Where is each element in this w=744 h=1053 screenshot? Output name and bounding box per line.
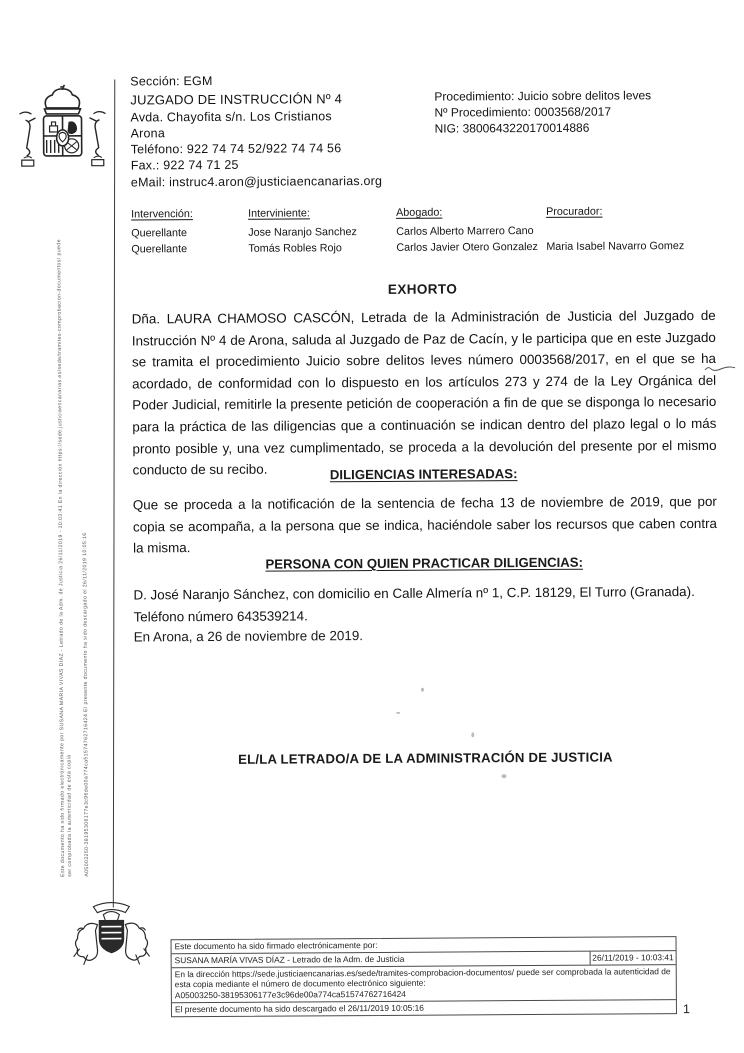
page-number: 1 [682, 1002, 690, 1017]
column-header-abogado: Abogado: [396, 206, 443, 219]
table-cell: Carlos Javier Otero Gonzalez [396, 240, 538, 254]
signer-name: SUSANA MARÍA VIVAS DÍAZ - Letrado de la Adm. de Justicia [174, 953, 405, 966]
table-cell: Tomás Robles Rojo [248, 242, 342, 255]
margin-text-strip: A05003250-38195306177e3c96de00a774ca51574762716424 El presente documento ha sido descargado el 26/11/2019 10:05:16 [82, 532, 91, 877]
court-name: JUZGADO DE INSTRUCCIÓN Nº 4 [130, 91, 343, 108]
persona-paragraph: D. José Naranjo Sánchez, con domicilio en Calle Almería nº 1, C.P. 18129, El Turro (Granada). Teléfono número 643539214. [133, 584, 695, 625]
court-address: Avda. Chayofita s/n. Los Cristianos [130, 108, 332, 125]
downloaded-line: El presente documento ha sido descargado el 26/11/2019 10:05:16 [174, 1002, 424, 1015]
date-place-line: En Arona, a 26 de noviembre de 2019. [133, 628, 364, 645]
electronic-signature-box [171, 936, 677, 1017]
column-header-intervencion: Intervención: [131, 208, 193, 221]
nig-number: NIG: 3800643220170014886 [434, 120, 590, 136]
document-title: EXHORTO [387, 281, 458, 297]
procedure-number: Nº Procedimiento: 0003568/2017 [434, 104, 612, 120]
table-cell: Carlos Alberto Marrero Cano [396, 225, 534, 238]
table-cell: Jose Naranjo Sanchez [248, 226, 357, 239]
court-phone: Teléfono: 922 74 74 52/922 74 74 56 [130, 141, 342, 157]
diligencias-paragraph: Que se proceda a la notificación de la sentencia de fecha 13 de noviembre de 2019, que por copia se acompaña, a la persona que se indica, haciéndole saber los recursos que caben contra la misma. [132, 493, 718, 556]
procedure-header-block [434, 88, 734, 137]
scan-speck [502, 774, 507, 778]
scan-speck [471, 732, 474, 737]
verification-row [172, 965, 676, 1003]
scan-speck [396, 712, 400, 714]
scan-fold-line [113, 80, 116, 908]
table-cell [546, 222, 696, 239]
verification-text: En la dirección https://sede.justiciaencanarias.es/sede/tramites-comprobacion-documentos/ puede ser comprobada la autenticidad de esta copia mediante el número de documento electrónico siguiente: [174, 965, 671, 990]
table-cell: Querellante [131, 227, 188, 240]
heading-diligencias-interesadas: DILIGENCIAS INTERESADAS: [329, 466, 518, 483]
section-line: Sección: EGM [130, 73, 213, 89]
margin-vertical-verification-text [56, 237, 112, 877]
signature-title: EL/LA LETRADO/A DE LA ADMINISTRACIÓN DE JUSTICIA [238, 749, 613, 767]
heading-persona-practicar: PERSONA CON QUIEN PRACTICAR DILIGENCIAS: [265, 554, 584, 572]
court-city: Arona [130, 126, 165, 141]
spain-coat-of-arms-icon [13, 82, 112, 205]
electronic-document-code: A05003250-38195306177e3c96de00a774ca51574762716424 [174, 988, 406, 1001]
column-header-interviniente: Interviniente: [248, 207, 310, 220]
scan-dash-artifact [703, 364, 737, 374]
column-header-procurador: Procurador: [546, 205, 603, 218]
exhorto-paragraph: Dña. LAURA CHAMOSO CASCÓN, Letrada de la Administración de Justicia del Juzgado de Instrucción Nº 4 de Arona, saluda al Juzgado de Paz de Cacín, y le participa que en este Juzgado se tramita el procedimiento Juicio sobre delitos leves número 0003568/2017, en el que se ha acordado, de conformidad con lo dispuesto en los artículos 273 y 274 de la Ley Orgánica del Poder Judicial, remitirle la presente petición de cooperación a fin de que se disponga lo necesario para la práctica de las diligencias que a continuación se indican dentro del plazo legal o lo más pronto posible y, una vez cumplimentado, se proceda a la devolución del presente por el mismo conducto de su recibo. [131, 307, 717, 478]
table-cell: Maria Isabel Navarro Gomez [546, 240, 685, 253]
procedure-type: Procedimiento: Juicio sobre delitos leves [434, 88, 652, 104]
scan-speck [421, 688, 424, 692]
court-header-block [130, 72, 431, 191]
court-fax: Fax.: 922 74 71 25 [130, 158, 239, 173]
margin-text-strip: Este documento ha sido firmado electrónicamente por SUSANA MARÍA VIVAS DÍAZ - Letrado de la Adm. de Justicia 26/11/2019 - 10:03:41 En la dirección https://sede.justiciaencanarias.es/sede/tramites-comprobacion-documentos/ puede ser comprobada la autenticidad de esta copia [56, 239, 74, 877]
court-email: eMail: instruc4.aron@justiciaencanarias.org [130, 173, 383, 190]
signed-electronically-line: Este documento ha sido firmado electrónicamente por: [172, 937, 676, 954]
table-cell: Querellante [131, 243, 188, 256]
signature-timestamp: 26/11/2019 - 10:03:41 [589, 951, 675, 964]
canarias-coat-of-arms-icon [57, 894, 165, 973]
parties-table [131, 205, 696, 260]
